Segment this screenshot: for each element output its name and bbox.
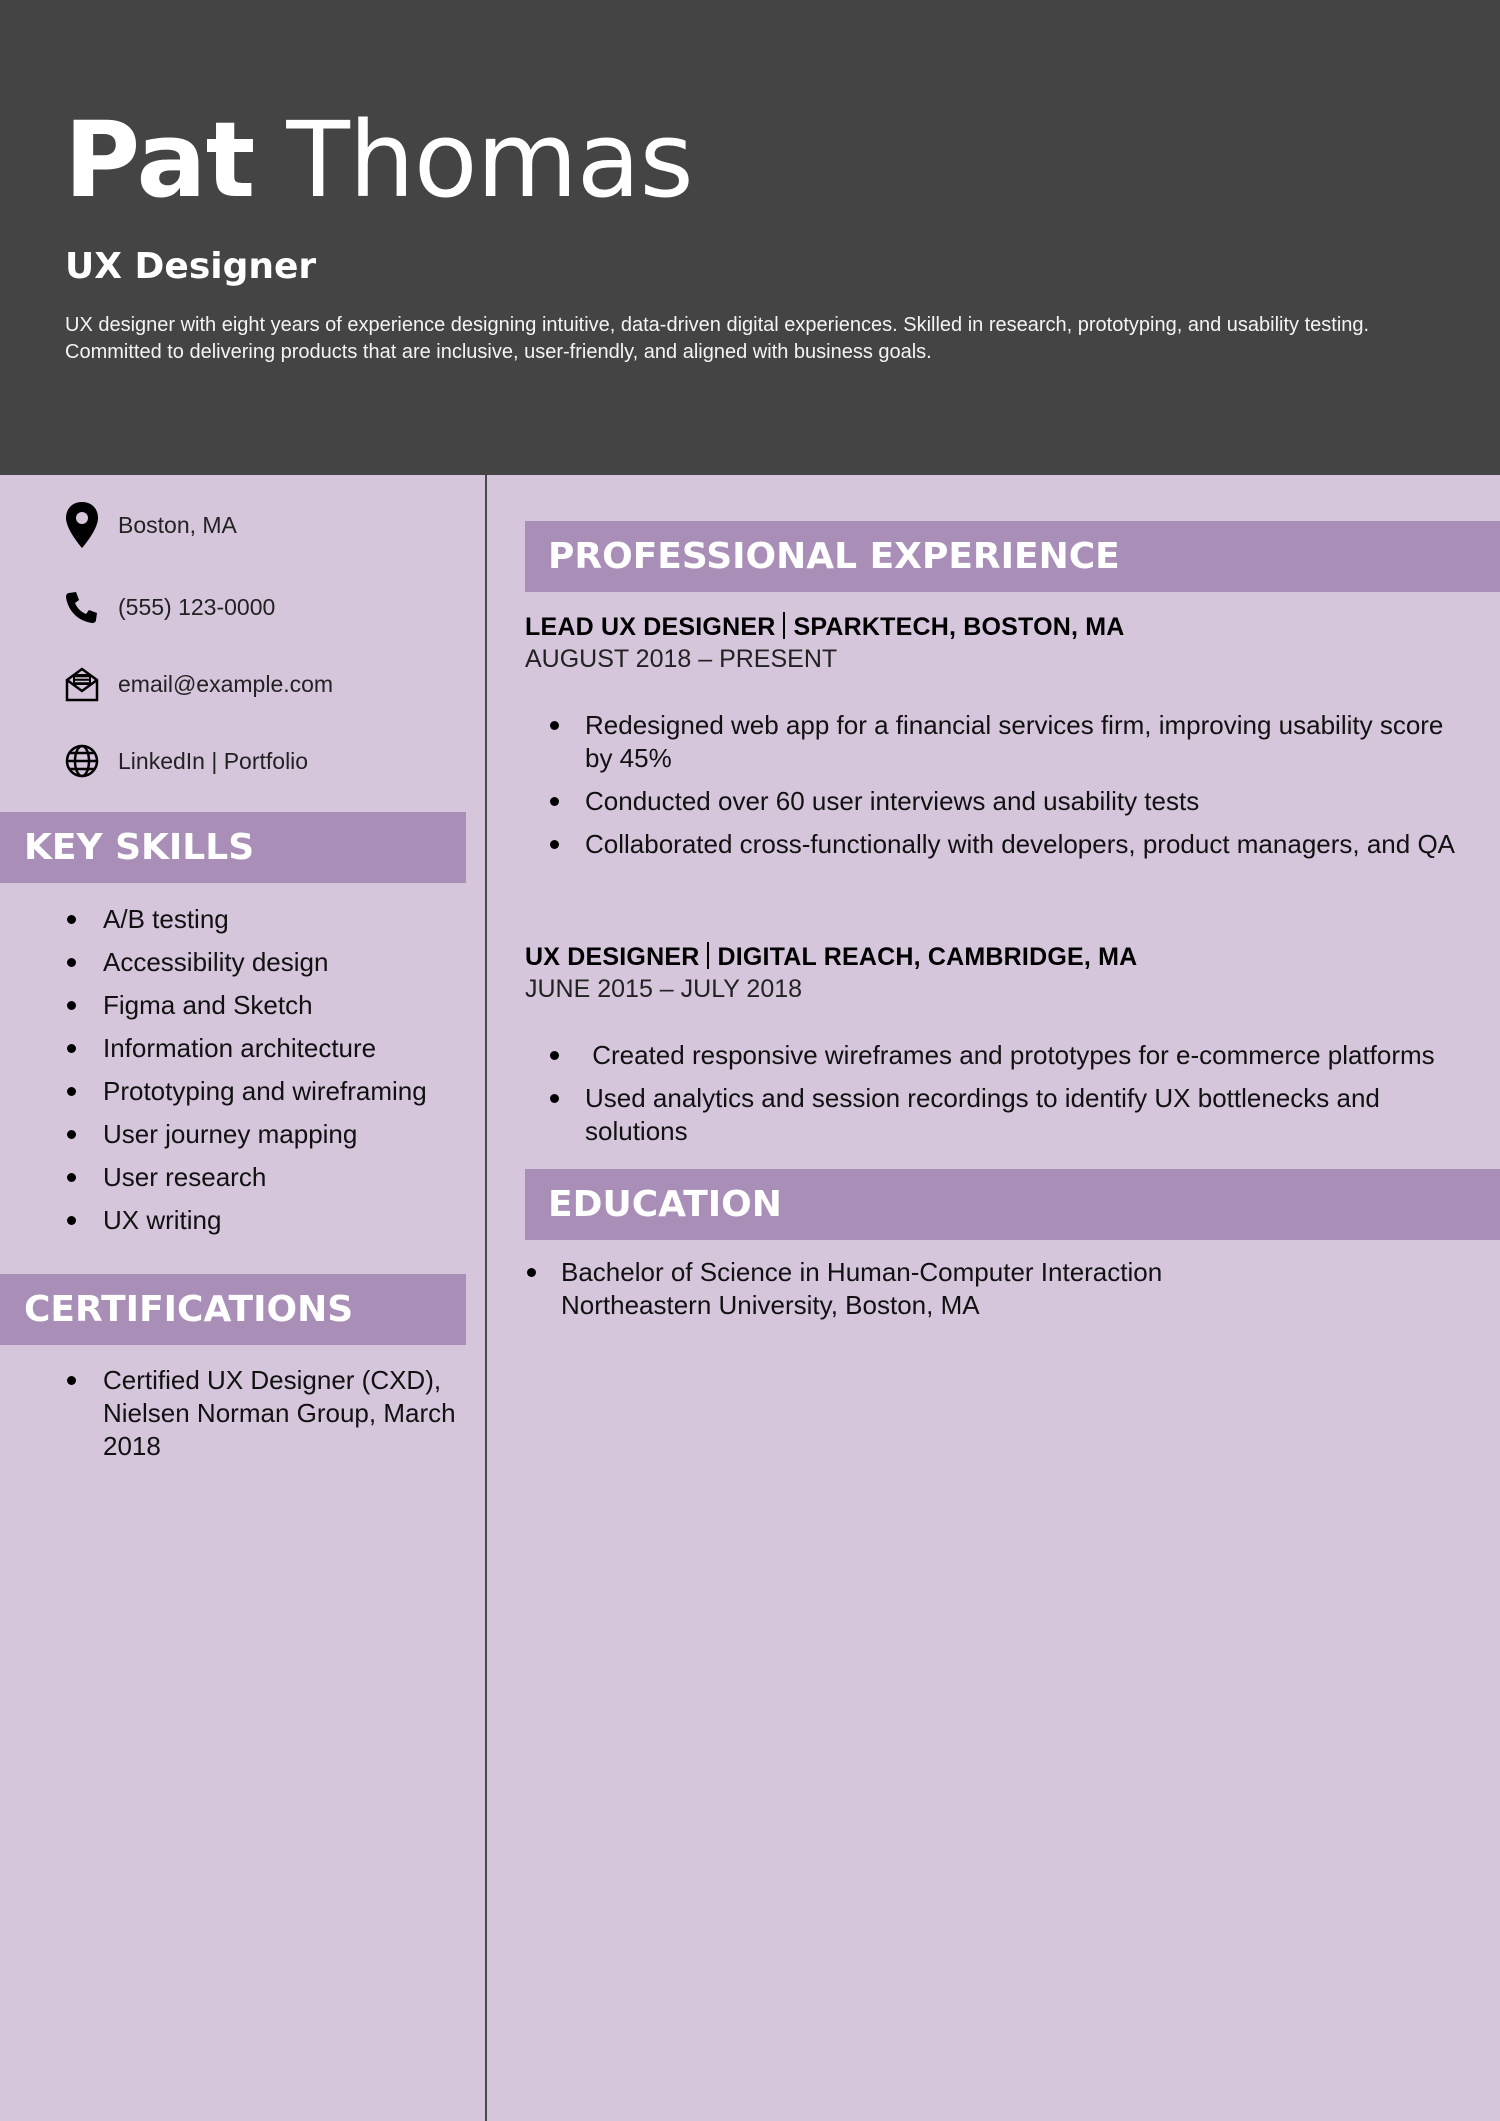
list-item: Accessibility design (64, 941, 427, 984)
list-item: Collaborated cross-functionally with developers, product managers, and QA (547, 828, 1467, 861)
school: Northeastern University, Boston, MA (561, 1290, 980, 1320)
certifications-heading: CERTIFICATIONS (0, 1274, 466, 1345)
separator (783, 612, 785, 639)
list-item: UX writing (64, 1199, 427, 1242)
job-1-title (525, 612, 1125, 642)
list-item: Redesigned web app for a financial services firm, improving usability score by 45% (547, 709, 1467, 775)
education-list (525, 1256, 1162, 1322)
summary: UX designer with eight years of experience designing intuitive, data-driven digital experiences. Skilled in research, prototyping, and usability testing. Committed to delivering products that are inclusive, user-friendly, and aligned with business goals. (65, 314, 1370, 363)
candidate-name (64, 99, 693, 221)
job-1-role: LEAD UX DESIGNER (525, 613, 776, 641)
email-text[interactable]: email@example.com (118, 670, 334, 697)
links-text[interactable]: LinkedIn | Portfolio (118, 747, 309, 774)
list-item: Used analytics and session recordings to identify UX bottlenecks and solutions (547, 1082, 1467, 1148)
job-2-role: UX DESIGNER (525, 943, 700, 971)
education-heading: EDUCATION (525, 1169, 1500, 1240)
list-item: Created responsive wireframes and prototypes for e-commerce platforms (547, 1039, 1467, 1072)
contact-location (64, 500, 237, 550)
skills-list (64, 898, 427, 1242)
job-1-bullets (547, 709, 1467, 871)
certifications-list (64, 1364, 464, 1463)
job-2-title (525, 942, 1137, 972)
list-item: Conducted over 60 user interviews and usability tests (547, 785, 1467, 818)
contact-links (64, 736, 308, 786)
job-1-dates: AUGUST 2018 – PRESENT (525, 645, 838, 673)
list-item: Certified UX Designer (CXD), Nielsen Norman Group, March 2018 (64, 1364, 464, 1463)
list-item: Prototyping and wireframing (64, 1070, 427, 1113)
last-name: Thomas (286, 99, 693, 221)
degree: Bachelor of Science in Human-Computer Interaction (561, 1257, 1163, 1287)
list-item: Figma and Sketch (64, 984, 427, 1027)
list-item: Information architecture (64, 1027, 427, 1070)
list-item: User journey mapping (64, 1113, 427, 1156)
contact-email (64, 659, 333, 709)
job-2-company: DIGITAL REACH, CAMBRIDGE, MA (717, 943, 1138, 971)
experience-heading: PROFESSIONAL EXPERIENCE (525, 521, 1500, 592)
header (0, 0, 1500, 475)
separator (707, 942, 709, 969)
job-2-bullets (547, 1039, 1467, 1158)
list-item (525, 1256, 1162, 1322)
phone-icon (64, 583, 100, 631)
first-name: Pat (64, 99, 255, 221)
job-2-dates: JUNE 2015 – JULY 2018 (525, 975, 803, 1003)
key-skills-heading: KEY SKILLS (0, 812, 466, 883)
phone-text: (555) 123-0000 (118, 593, 276, 620)
contact-phone (64, 582, 275, 632)
list-item: A/B testing (64, 898, 427, 941)
envelope-icon (64, 660, 100, 708)
job-1-company: SPARKTECH, BOSTON, MA (793, 613, 1125, 641)
column-divider (485, 475, 487, 2121)
globe-icon (64, 737, 100, 785)
map-pin-icon (64, 501, 100, 549)
job-title: UX Designer (65, 246, 317, 287)
location-text: Boston, MA (118, 511, 237, 538)
list-item: User research (64, 1156, 427, 1199)
